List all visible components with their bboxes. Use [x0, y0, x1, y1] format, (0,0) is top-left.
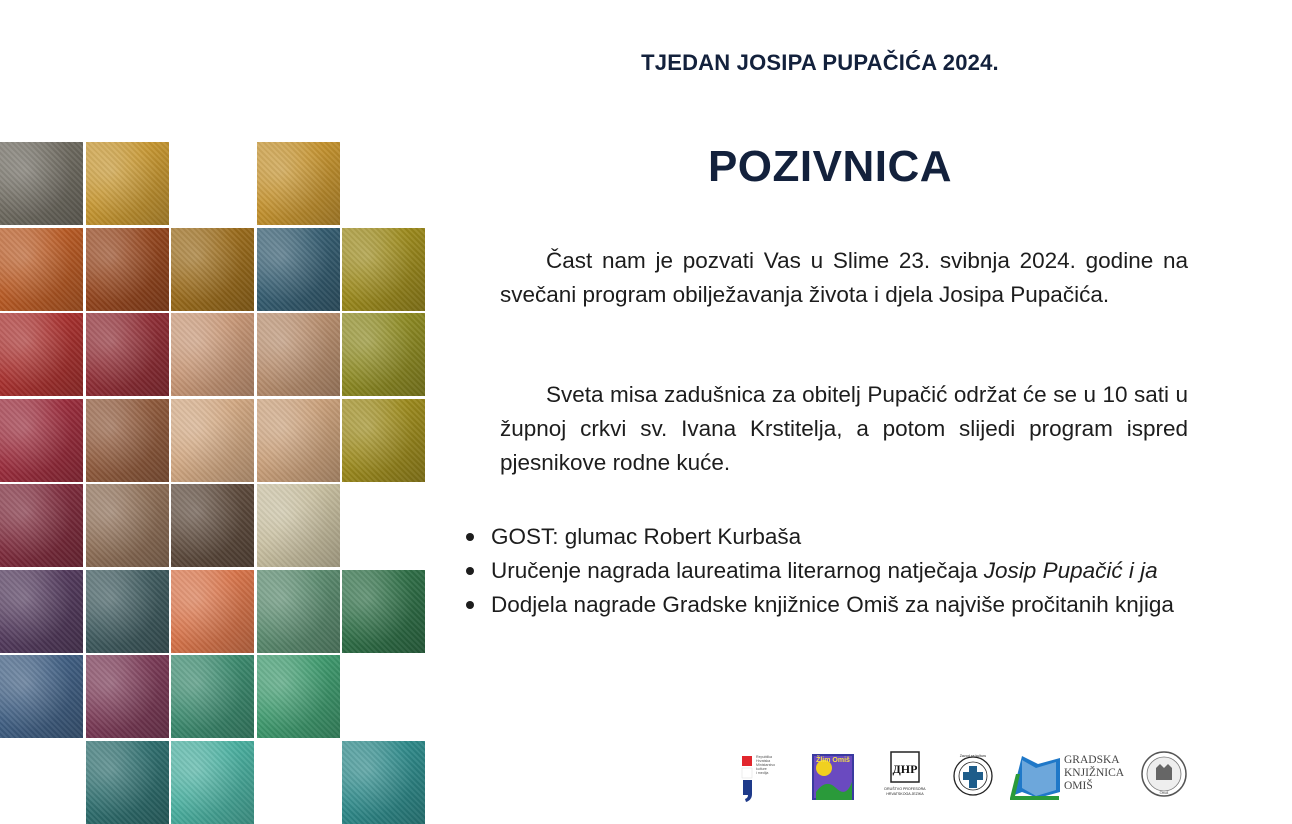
mosaic-tile — [0, 142, 83, 225]
list-item-italic: Josip Pupačić i ja — [983, 558, 1158, 583]
dphj-mark: ДHP — [892, 762, 918, 776]
city-seal-text: Omiš — [1159, 790, 1169, 795]
mosaic-tile — [257, 484, 340, 567]
library-line3: OMIŠ — [1064, 780, 1093, 792]
school-logo-text: Žlim Omiš — [816, 757, 850, 764]
dphj-logo — [884, 748, 944, 805]
sponsor-logos — [740, 748, 1190, 810]
page-title: POZIVNICA — [707, 142, 953, 191]
mosaic-tile — [257, 228, 340, 311]
mosaic-tile — [0, 570, 83, 653]
list-item — [462, 554, 1192, 588]
school-logo — [812, 748, 856, 805]
mosaic-tile — [86, 570, 169, 653]
mosaic-tile — [257, 655, 340, 738]
svg-text:kulture: kulture — [756, 767, 767, 771]
mosaic-tile — [86, 313, 169, 396]
list-item — [462, 520, 1192, 554]
mosaic-tile — [171, 741, 254, 824]
svg-text:i medija: i medija — [756, 771, 769, 775]
mosaic-tile — [86, 741, 169, 824]
mosaic-tile — [86, 484, 169, 567]
svg-text:Republika: Republika — [756, 755, 772, 759]
mosaic-tile — [171, 313, 254, 396]
mosaic-tile — [171, 570, 254, 653]
mosaic-tile — [86, 399, 169, 482]
svg-text:Ministarstvo: Ministarstvo — [756, 763, 776, 767]
list-item-text: Dodjela nagrade Gradske knjižnice Omiš za najviše pročitanih knjiga — [491, 592, 1174, 617]
mosaic-tile — [0, 313, 83, 396]
event-header: TJEDAN JOSIPA PUPAČIĆA 2024. — [641, 50, 999, 75]
mosaic-tile — [342, 313, 425, 396]
mosaic-tile — [257, 142, 340, 225]
mosaic-tile — [257, 570, 340, 653]
list-item — [462, 588, 1192, 622]
mosaic-tile — [257, 399, 340, 482]
mosaic-tile — [171, 228, 254, 311]
mosaic-tile — [342, 399, 425, 482]
list-item-text: Uručenje nagrada laureatima literarnog natječaja — [491, 558, 984, 583]
city-seal-logo — [1140, 748, 1190, 805]
mosaic-tile — [0, 399, 83, 482]
mosaic-tile — [342, 228, 425, 311]
list-item-text: GOST: glumac Robert Kurbaša — [491, 524, 802, 549]
mosaic-tile — [0, 484, 83, 567]
ministry-logo — [740, 748, 800, 809]
mosaic-tile — [0, 228, 83, 311]
mosaic-tile — [86, 655, 169, 738]
paragraph-invitation: Čast nam je pozvati Vas u Slime 23. svibnja 2024. godine na svečani program obilježavanja života i djela Josipa Pupačića. — [500, 248, 1188, 307]
svg-text:HRVATSKOGA JEZIKA: HRVATSKOGA JEZIKA — [886, 792, 924, 796]
svg-text:DRUŠTVO PROFESORA: DRUŠTVO PROFESORA — [884, 787, 926, 791]
program-list — [462, 520, 1192, 622]
paragraph-mass: Sveta misa zadušnica za obitelj Pupačić održat će se u 10 sati u župnoj crkvi sv. Ivana Krstitelja, a potom slijedi program ispred pjesnikove rodne kuće. — [500, 382, 1188, 475]
mosaic-tile — [171, 655, 254, 738]
mosaic-portrait — [0, 0, 430, 820]
mosaic-tile — [86, 228, 169, 311]
mosaic-tile — [171, 399, 254, 482]
mosaic-tile — [342, 741, 425, 824]
svg-text:Hrvatska: Hrvatska — [756, 759, 771, 763]
library-logo — [1008, 748, 1126, 805]
mosaic-tile — [0, 655, 83, 738]
mosaic-tile — [257, 313, 340, 396]
parish-logo — [950, 748, 996, 805]
mosaic-tile — [171, 484, 254, 567]
mosaic-tile — [86, 142, 169, 225]
parish-logo-text: Zavod za kulturu — [959, 754, 987, 758]
library-line1: GRADSKA — [1064, 754, 1120, 766]
library-line2: KNJIŽNICA — [1064, 767, 1125, 779]
mosaic-tile — [342, 570, 425, 653]
